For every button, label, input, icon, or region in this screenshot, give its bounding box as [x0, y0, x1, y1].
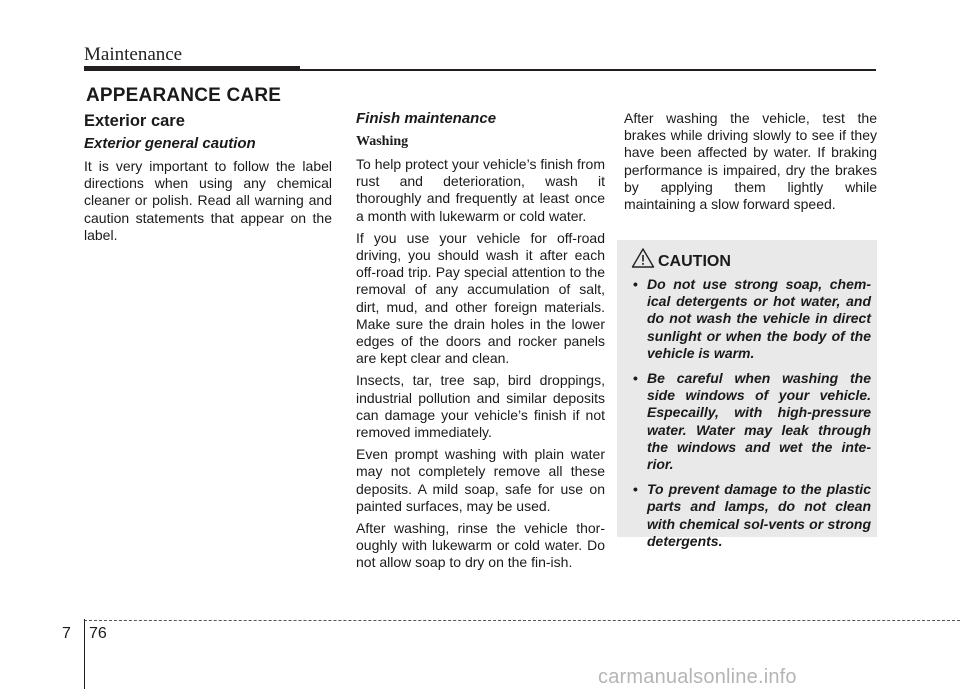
caution-header — [631, 247, 731, 274]
exterior-caution-subheading: Exterior general caution — [84, 135, 256, 152]
brake-test-paragraph: After washing the vehicle, test the brakes while driving slowly to see if they have been affected by water. If braking performance is impaired, dry the brakes by applying them lightly while maintaining a slow forward speed. — [624, 110, 877, 213]
footer-dashed-rule — [84, 620, 960, 621]
page-chapter-number: 7 — [62, 625, 71, 642]
column-left — [84, 110, 332, 249]
washing-subheading: Washing — [356, 134, 409, 149]
section-title: APPEARANCE CARE — [86, 85, 282, 106]
page-header-title: Maintenance — [84, 44, 183, 65]
footer-divider — [84, 619, 85, 689]
watermark: carmanualsonline.info — [598, 666, 797, 688]
caution-list — [631, 276, 871, 558]
page-number: 76 — [89, 625, 107, 642]
warning-triangle-icon — [631, 247, 655, 274]
washing-paragraph-1: To help protect your vehicle’s finish from rust and deterioration, wash it thoroughly and frequently at least once a month with lukewarm or cold water. — [356, 156, 605, 224]
finish-maintenance-heading: Finish maintenance — [356, 110, 497, 127]
exterior-care-heading: Exterior care — [84, 112, 185, 130]
washing-paragraph-3: Insects, tar, tree sap, bird droppings, industrial pollution and similar deposits can damage your vehicle’s finish if not removed immediately. — [356, 372, 605, 441]
caution-title: CAUTION — [658, 253, 731, 270]
column-middle — [356, 110, 605, 577]
washing-paragraph-4: Even prompt washing with plain water may not completely remove all these deposits. A mild soap, safe for use on painted surfaces, may be used. — [356, 446, 605, 514]
washing-paragraph-5: After washing, rinse the vehicle thor-oughly with lukewarm or cold water. Do not allow soap to dry on the fin-ish. — [356, 520, 605, 571]
caution-item: • To prevent damage to the plastic parts and lamps, do not clean with chemical sol-vents or strong detergents. — [631, 481, 871, 550]
caution-box — [617, 240, 877, 549]
header-rule-thick — [84, 66, 300, 71]
exterior-caution-paragraph: It is very important to follow the label directions when using any chemical cleaner or polish. Read all warning and caution statements that appear on the label. — [84, 158, 332, 243]
header-rule-thin — [300, 69, 876, 71]
caution-item: • Do not use strong soap, chem-ical detergents or hot water, and do not wash the vehicle in direct sunlight or when the body of the vehicle is warm. — [631, 276, 871, 362]
caution-item: • Be careful when washing the side windows of your vehicle. Especailly, with high-pressure water. Water may leak through the windows and wet the inte-rior. — [631, 370, 871, 473]
column-right — [624, 110, 877, 218]
washing-paragraph-2: If you use your vehicle for off-road driving, you should wash it after each off-road trip. Pay special attention to the removal of any accumulation of salt, dirt, mud, and other foreign materials. Make sure the drain holes in the lower edges of the doors and rocker panels are kept clear and clean. — [356, 229, 605, 367]
